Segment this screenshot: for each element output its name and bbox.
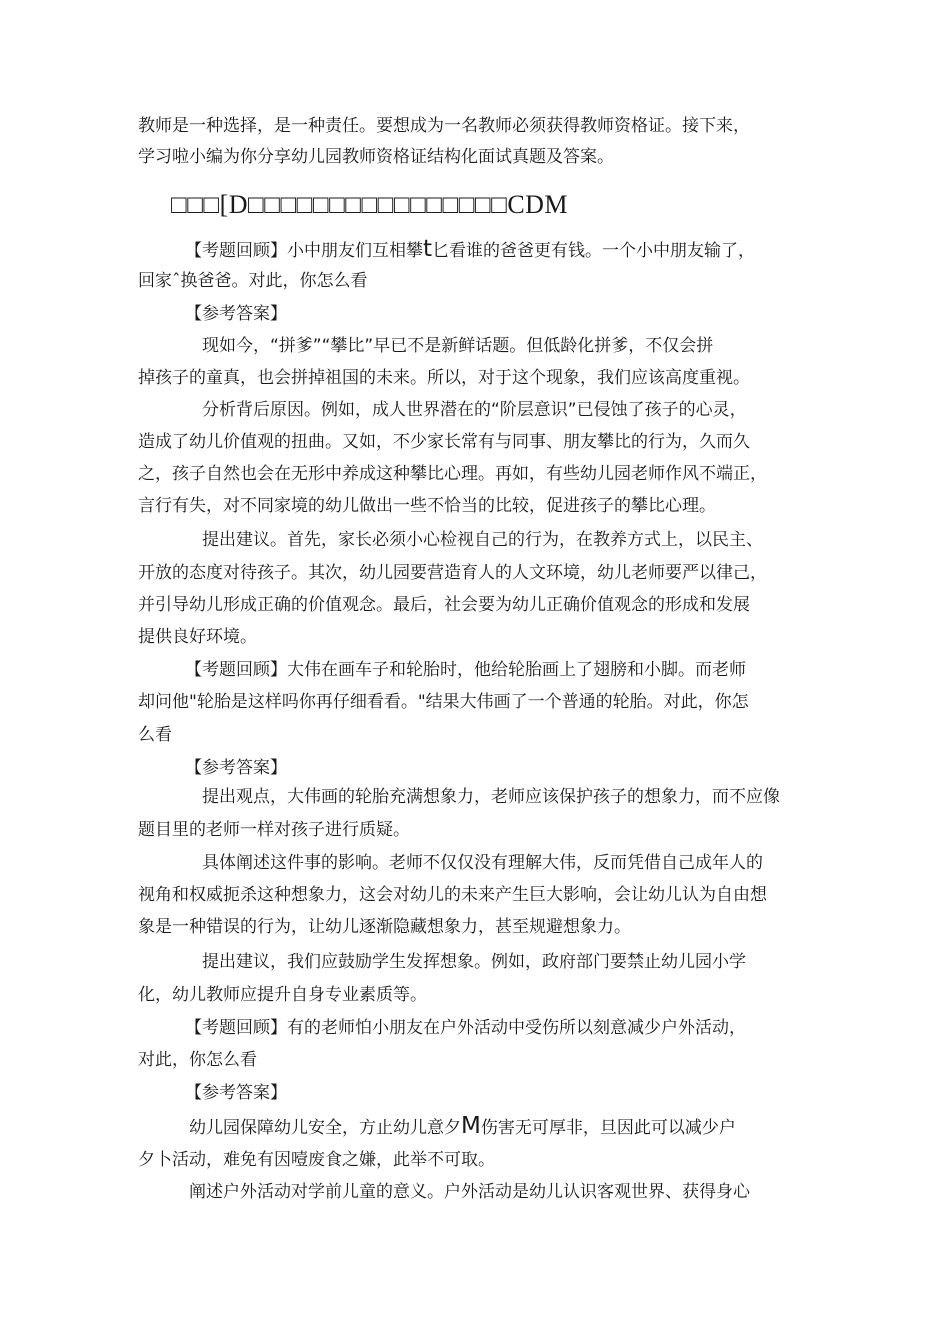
q2-prompt-line-2: 却问他"轮胎是这样吗你再仔细看看。"结果大伟画了一个普通的轮胎。对此，你怎	[138, 692, 749, 712]
q1-prompt-glyph: t	[423, 236, 433, 262]
q3-prompt-line-1: 【考题回顾】有的老师怕小朋友在户外活动中受伤所以刻意减少户外活动，	[185, 1018, 746, 1038]
q2-answer-label: 【参考答案】	[185, 758, 287, 778]
q1-p2-line-2: 造成了幼儿价值观的扭曲。又如，不少家长常有与同事、朋友攀比的行为，久而久	[138, 432, 750, 452]
intro-line-1: 教师是一种选择，是一种责任。要想成为一名教师必须获得教师资格证。接下来，	[138, 116, 750, 136]
q2-p1-line-2: 题目里的老师一样对孩子进行质疑。	[138, 820, 410, 840]
q1-p3-line-4: 提供良好环境。	[138, 627, 257, 647]
q2-prompt-line-3: 么看	[138, 725, 172, 745]
q1-p1-line-1: 现如今，“拼爹”“攀比”早已不是新鲜话题。但低龄化拼爹，不仅会拼	[202, 336, 714, 356]
q1-p2-line-3: 之，孩子自然也会在无形中养成这种攀比心理。再如，有些幼儿园老师作风不端正，	[138, 464, 767, 484]
q3-answer-label: 【参考答案】	[185, 1083, 287, 1103]
q2-p1-line-1: 提出观点，大伟画的轮胎充满想象力，老师应该保护孩子的想象力，而不应像	[202, 787, 780, 807]
q3-p2-line-1: 阐述户外活动对学前儿童的意义。户外活动是幼儿认识客观世界、获得身心	[189, 1182, 750, 1202]
q1-p2-line-4: 言行有失，对不同家境的幼儿做出一些不恰当的比较，促进孩子的攀比心理。	[138, 496, 716, 516]
q3-p1-line-1	[189, 1115, 736, 1139]
q2-prompt-line-1: 【考题回顾】大伟在画车子和轮胎时，他给轮胎画上了翅膀和小脚。而老师	[185, 660, 746, 680]
q1-p3-line-1: 提出建议。首先，家长必须小心检视自己的行为，在教养方式上，以民主、	[202, 530, 763, 550]
q1-p2-line-1: 分析背后原因。例如，成人世界潜在的“阶层意识”已侵蚀了孩子的心灵，	[202, 400, 747, 420]
q1-prompt-line-2: 回家ˆ换爸爸。对此，你怎么看	[138, 271, 368, 291]
q2-p2-line-3: 象是一种错误的行为，让幼儿逐渐隐藏想象力，甚至规避想象力。	[138, 917, 631, 937]
q1-prompt-text-b: 匕看谁的爸爸更有钱。一个小中朋友输了，	[432, 241, 756, 261]
q1-p3-line-2: 开放的态度对待孩子。其次，幼儿园要营造育人的人文环境，幼儿老师要严以律己，	[138, 563, 767, 583]
page-heading: □□□[D□□□□□□□□□□□□□□□□CDM	[171, 190, 569, 219]
q2-p3-line-1: 提出建议，我们应鼓励学生发挥想象。例如，政府部门要禁止幼儿园小学	[202, 952, 746, 972]
q1-answer-label: 【参考答案】	[185, 304, 287, 324]
q1-prompt-line-1	[185, 238, 755, 262]
q3-p1-text-a: 幼儿园保障幼儿安全，方止幼儿意夕	[189, 1118, 461, 1138]
q3-p1-line-2: 夕卜活动，难免有因噎废食之嫌，此举不可取。	[138, 1150, 495, 1170]
q1-p1-line-2: 掉孩子的童真，也会拼掉祖国的未来。所以，对于这个现象，我们应该高度重视。	[138, 368, 750, 388]
q1-prompt-text-a: 【考题回顾】小中朋友们互相攀	[185, 241, 423, 261]
q1-p3-line-3: 并引导幼儿形成正确的价值观念。最后，社会要为幼儿正确价值观念的形成和发展	[138, 595, 750, 615]
q3-prompt-line-2: 对此，你怎么看	[138, 1050, 257, 1070]
q2-p3-line-2: 化，幼儿教师应提升自身专业素质等。	[138, 985, 427, 1005]
q2-p2-line-1: 具体阐述这件事的影响。老师不仅仅没有理解大伟，反而凭借自己成年人的	[202, 853, 763, 873]
intro-line-2: 学习啦小编为你分享幼儿园教师资格证结构化面试真题及答案。	[138, 147, 614, 167]
q2-p2-line-2: 视角和权威扼杀这种想象力，这会对幼儿的未来产生巨大影响，会让幼儿认为自由想	[138, 885, 767, 905]
q3-p1-glyph: M	[461, 1113, 481, 1139]
q3-p1-text-b: 伤害无可厚非，旦因此可以减少户	[480, 1118, 736, 1138]
